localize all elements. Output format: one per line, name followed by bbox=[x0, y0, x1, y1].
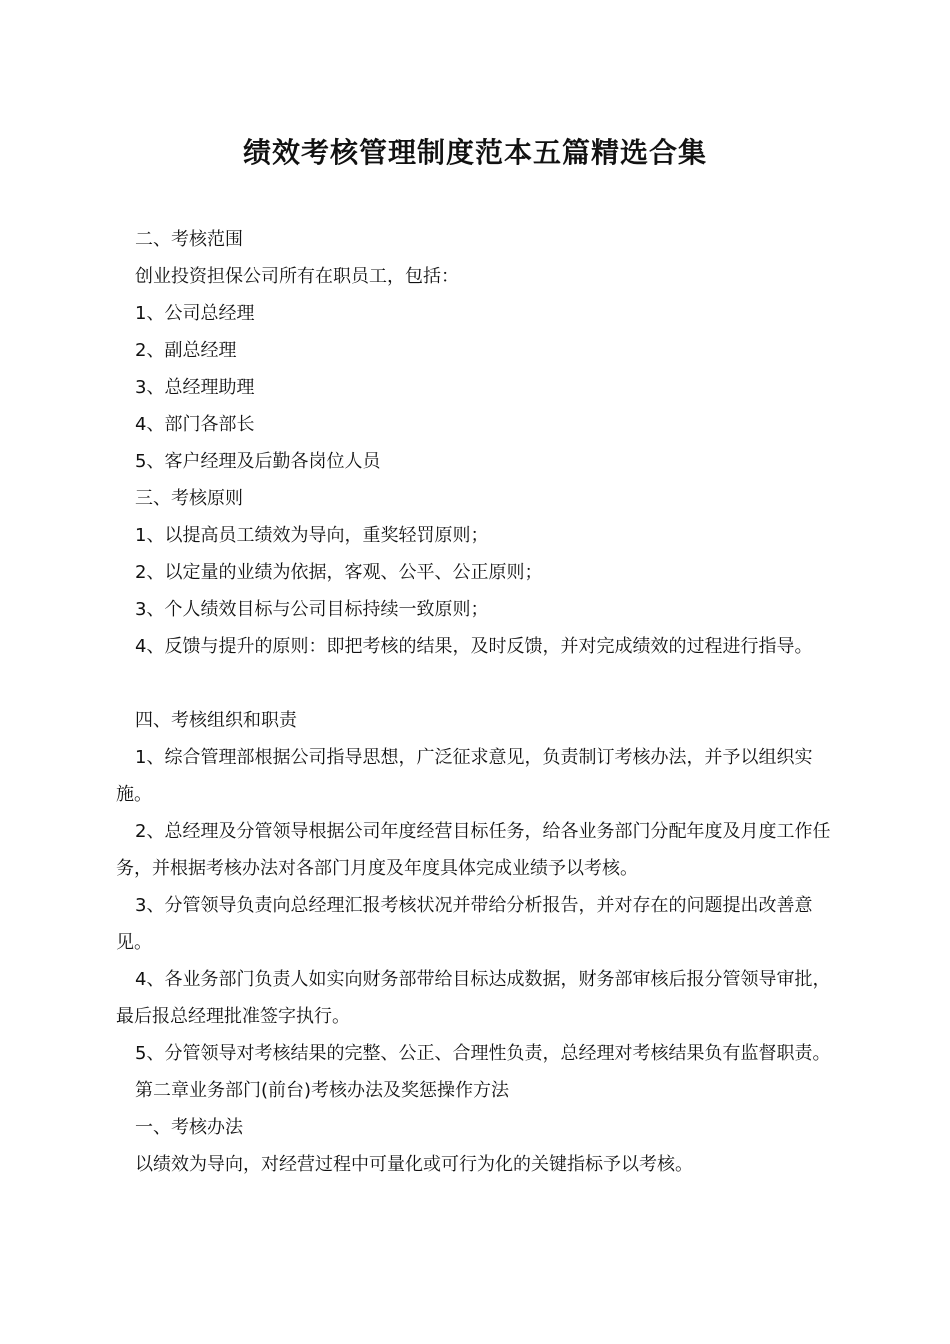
scope-item: 4、部门各部长 bbox=[135, 414, 255, 435]
principle-item: 4、反馈与提升的原则：即把考核的结果，及时反馈，并对完成绩效的过程进行指导。 bbox=[135, 636, 813, 657]
scope-item: 5、客户经理及后勤各岗位人员 bbox=[135, 451, 381, 472]
scope-intro: 创业投资担保公司所有在职员工，包括： bbox=[135, 266, 459, 287]
chapter-sub-heading: 一、考核办法 bbox=[135, 1117, 243, 1138]
organization-item: 3、分管领导负责向总经理汇报考核状况并带给分析报告，并对存在的问题提出改善意见。 bbox=[116, 895, 813, 953]
organization-item: 1、综合管理部根据公司指导思想，广泛征求意见，负责制订考核办法，并予以组织实施。 bbox=[116, 747, 813, 805]
document-title: 绩效考核管理制度范本五篇精选合集 bbox=[242, 136, 707, 169]
paragraph-spacer bbox=[116, 665, 846, 702]
scope-item: 2、副总经理 bbox=[135, 340, 237, 361]
scope-item: 1、公司总经理 bbox=[135, 303, 255, 324]
section-heading-scope: 二、考核范围 bbox=[135, 229, 243, 250]
scope-item: 3、总经理助理 bbox=[135, 377, 255, 398]
organization-item: 5、分管领导对考核结果的完整、公正、合理性负责，总经理对考核结果负有监督职责。 bbox=[135, 1043, 831, 1064]
chapter-heading: 第二章业务部门(前台)考核办法及奖惩操作方法 bbox=[135, 1080, 510, 1101]
section-heading-principles: 三、考核原则 bbox=[135, 488, 243, 509]
chapter-text: 以绩效为导向，对经营过程中可量化或可行为化的关键指标予以考核。 bbox=[135, 1154, 693, 1175]
principle-item: 3、个人绩效目标与公司目标持续一致原则； bbox=[135, 599, 489, 620]
principle-item: 1、以提高员工绩效为导向，重奖轻罚原则； bbox=[135, 525, 489, 546]
principle-item: 2、以定量的业绩为依据，客观、公平、公正原则； bbox=[135, 562, 543, 583]
organization-item: 2、总经理及分管领导根据公司年度经营目标任务，给各业务部门分配年度及月度工作任务，并根据考核办法对各部门月度及年度具体完成业绩予以考核。 bbox=[116, 821, 831, 879]
section-heading-organization: 四、考核组织和职责 bbox=[135, 710, 297, 731]
document-body bbox=[116, 221, 846, 1183]
organization-item: 4、各业务部门负责人如实向财务部带给目标达成数据，财务部审核后报分管领导审批，最后报总经理批准签字执行。 bbox=[116, 969, 831, 1027]
